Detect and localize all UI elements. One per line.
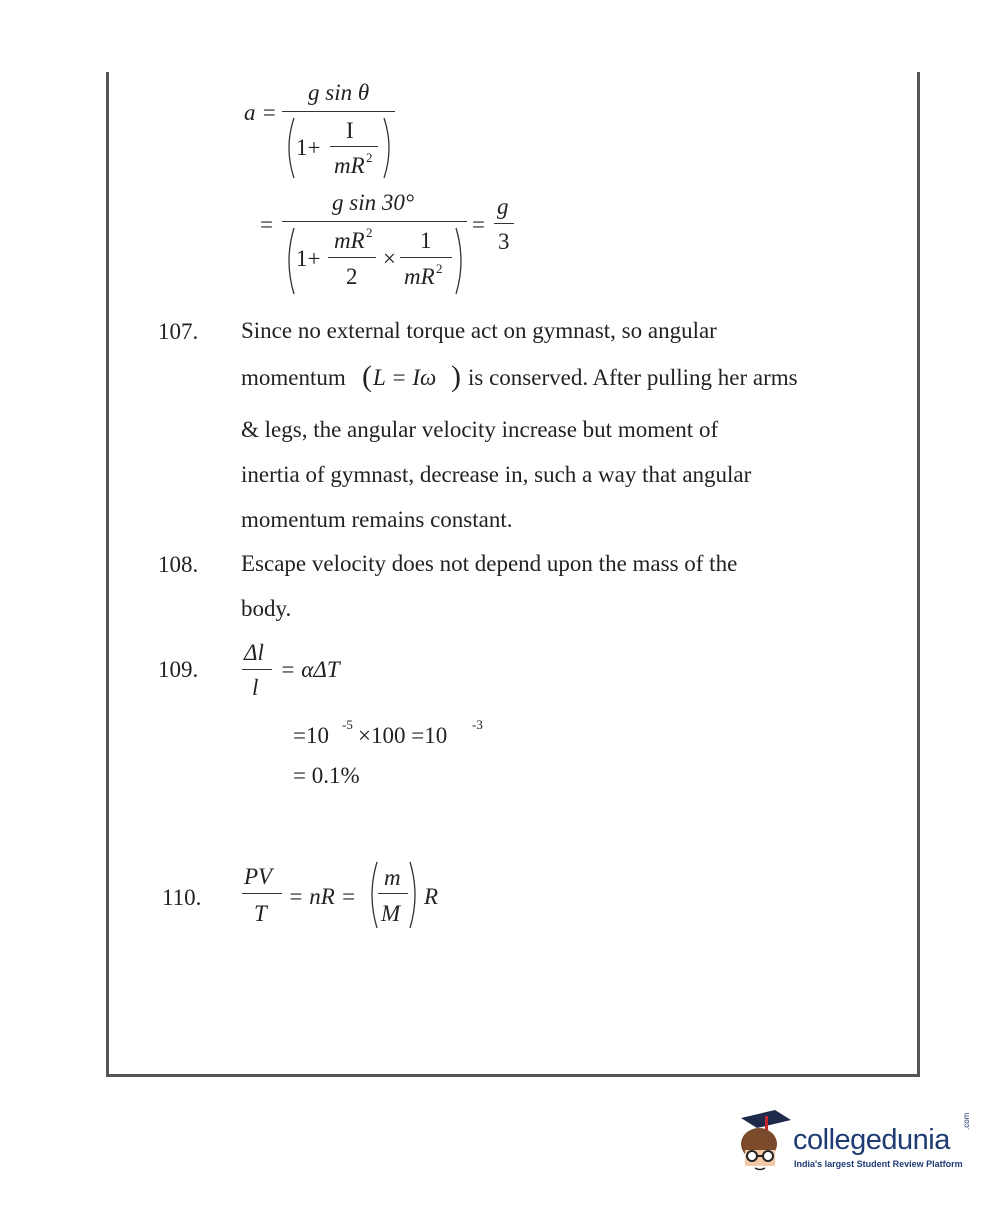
q107-line-1: Since no external torque act on gymnast, so angular [241, 318, 717, 343]
g-over: g [497, 194, 509, 219]
q108-number: 108. [158, 552, 199, 577]
mR2-c: mR [404, 264, 435, 289]
right-paren-2 [454, 226, 468, 296]
q109-line3: = 0.1% [293, 763, 360, 788]
three: 3 [498, 229, 510, 254]
logo-name: collegedunia [793, 1124, 950, 1156]
q107-line-5: momentum remains constant. [241, 507, 513, 532]
fraction-bar-109 [242, 669, 272, 670]
fraction-bar-4 [328, 257, 376, 258]
delta-l: Δl [244, 640, 264, 665]
a-lhs: a = [244, 100, 277, 125]
q108-line-2: body. [241, 596, 292, 621]
mR2-a: mR [334, 153, 365, 178]
exponent-minus-5: -5 [342, 717, 353, 732]
fraction-bar-110b [378, 893, 408, 894]
logo-com: .com [962, 1112, 971, 1130]
fraction-bar-5 [400, 257, 452, 258]
q108-line-1: Escape velocity does not depend upon the mass of the [241, 551, 738, 576]
left-paren-110 [365, 860, 379, 930]
fraction-bar-110a [242, 893, 282, 894]
one-plus-2: 1+ [296, 246, 321, 271]
equals-3: = [472, 212, 485, 237]
q110-middle: = nR = [288, 884, 357, 909]
equals-2: = [260, 212, 273, 237]
fraction-bar-3 [282, 221, 467, 222]
square-c: 2 [436, 261, 443, 276]
q107-paren-close: ) [451, 360, 461, 393]
one: 1 [420, 228, 432, 253]
q107-line-4: inertia of gymnast, decrease in, such a way that angular [241, 462, 752, 487]
t-denominator: T [254, 901, 267, 926]
pv-numerator: PV [244, 864, 273, 889]
exponent-minus-3: -3 [472, 717, 483, 732]
q109-line2-b: ×100 =10 [358, 723, 448, 748]
inertia-I: I [346, 118, 354, 143]
fraction-bar-1 [282, 111, 395, 112]
mascot-logo-icon [735, 1108, 793, 1172]
q107-line-2a: momentum [241, 365, 346, 390]
left-paren-2 [282, 226, 296, 296]
q107-line-3: & legs, the angular velocity increase but moment of [241, 417, 719, 442]
q109-line2-a: =10 [293, 723, 329, 748]
logo-tagline: India's largest Student Review Platform [794, 1159, 963, 1169]
square-b: 2 [366, 225, 373, 240]
fraction-bar-6 [494, 223, 514, 224]
times-sign: × [383, 246, 396, 271]
right-paren-1 [382, 116, 396, 180]
q109-number: 109. [158, 657, 199, 682]
q107-paren-open: ( [362, 360, 372, 393]
alpha-delta-t: = αΔT [280, 657, 340, 682]
mR2-b: mR [334, 228, 365, 253]
numerator-1: g sin θ [308, 80, 370, 105]
M-denominator: M [381, 901, 401, 926]
q107-formula: L = Iω [373, 365, 437, 390]
left-paren-1 [282, 116, 296, 180]
R-factor: R [424, 884, 439, 909]
fraction-bar-2 [330, 146, 378, 147]
one-plus-1: 1+ [296, 135, 321, 160]
l-denominator: l [252, 675, 259, 700]
numerator-2: g sin 30° [332, 190, 415, 215]
square-a: 2 [366, 150, 373, 165]
q107-number: 107. [158, 319, 199, 344]
q110-number: 110. [162, 885, 202, 910]
right-paren-110 [408, 860, 422, 930]
q107-line-2b: is conserved. After pulling her arms [468, 365, 798, 390]
m-numerator: m [384, 865, 401, 890]
two: 2 [346, 264, 358, 289]
